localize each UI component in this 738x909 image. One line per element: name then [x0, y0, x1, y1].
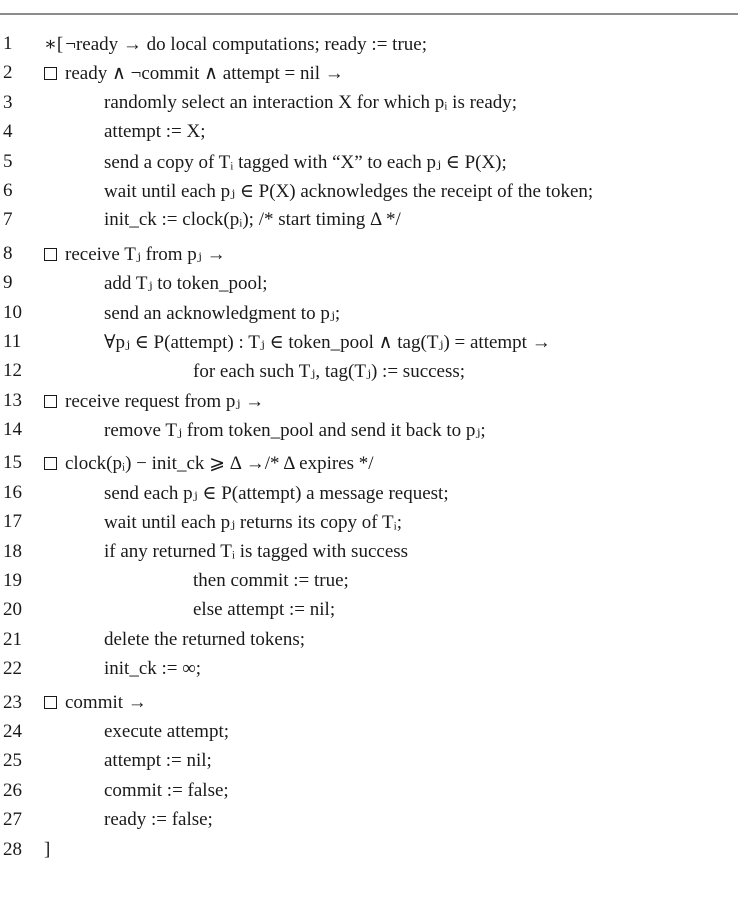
algorithm-line: [0, 272, 738, 301]
algorithm-line: [0, 750, 738, 779]
line-number: 10: [3, 301, 22, 323]
line-text: init_ck := ∞;: [104, 658, 202, 680]
algorithm-line: [0, 599, 738, 628]
line-number: 12: [3, 360, 22, 382]
line-number: 19: [3, 570, 22, 592]
algorithm-line: [0, 62, 738, 91]
algorithm-line: [0, 419, 738, 448]
line-text: commit := false;: [104, 779, 229, 801]
line-code: [104, 302, 340, 325]
guard-box-icon: [44, 457, 57, 470]
line-code: [104, 629, 305, 651]
top-rule: [0, 13, 738, 15]
line-code: [104, 511, 402, 534]
line-code: [44, 692, 147, 714]
algorithm-line: [0, 839, 738, 868]
line-text: attempt := nil;: [104, 750, 212, 772]
line-code: [104, 272, 268, 295]
line-code: [44, 452, 374, 475]
line-text: attempt := X;: [104, 121, 206, 143]
algorithm-line: [0, 243, 738, 272]
algorithm-line: [0, 360, 738, 389]
line-text: clock(pᵢ) − init_ck ⩾ Δ →/* Δ expires */: [65, 453, 374, 475]
line-number: 13: [3, 389, 22, 411]
line-text: receive Tⱼ from pⱼ →: [65, 243, 226, 265]
line-number: 20: [3, 599, 22, 621]
line-text: ready ∧ ¬commit ∧ attempt = nil →: [65, 63, 344, 85]
algorithm-line: [0, 721, 738, 750]
line-code: [104, 780, 229, 802]
line-number: 14: [3, 419, 22, 441]
line-code: [104, 331, 551, 354]
line-code: [104, 419, 486, 442]
line-number: 22: [3, 658, 22, 680]
line-number: 17: [3, 511, 22, 533]
algorithm-listing: [0, 33, 738, 868]
line-number: 15: [3, 452, 22, 474]
guard-box-icon: [44, 248, 57, 261]
line-code: [104, 121, 205, 143]
line-code: [104, 482, 449, 505]
line-code: [104, 92, 517, 114]
line-number: 1: [3, 33, 13, 54]
line-code: [193, 599, 335, 621]
algorithm-line: [0, 209, 738, 238]
line-number: 4: [3, 121, 13, 143]
line-text: ¬ready → do local computations; ready := true;: [65, 34, 427, 55]
line-text: receive request from pⱼ →: [65, 390, 265, 412]
guard-box-icon: [44, 696, 57, 709]
line-number: 5: [3, 150, 13, 172]
line-text: wait until each pⱼ returns its copy of Tᵢ;: [104, 512, 402, 534]
algorithm-line: [0, 452, 738, 481]
line-number: 21: [3, 628, 22, 650]
line-code: [193, 360, 465, 383]
line-code: [44, 839, 50, 861]
algorithm-line: [0, 692, 738, 721]
algorithm-line: [0, 121, 738, 150]
line-text: ∀pⱼ ∈ P(attempt) : Tⱼ ∈ token_pool ∧ tag(Tⱼ) = attempt →: [104, 331, 551, 353]
line-code: [193, 570, 349, 592]
algorithm-line: [0, 331, 738, 360]
line-number: 26: [3, 779, 22, 801]
line-text: wait until each pⱼ ∈ P(X) acknowledges the receipt of the token;: [104, 180, 594, 202]
guard-box-icon: [44, 67, 57, 80]
line-text: delete the returned tokens;: [104, 628, 306, 650]
line-code: [104, 809, 213, 831]
line-number: 18: [3, 540, 22, 562]
line-code: [44, 390, 264, 413]
line-code: [44, 62, 344, 85]
algorithm-line: [0, 390, 738, 419]
line-text: add Tⱼ to token_pool;: [104, 273, 268, 295]
algorithm-line: [0, 511, 738, 540]
algorithm-line: [0, 658, 738, 687]
repetition-prefix: ∗[: [44, 34, 64, 55]
line-text: init_ck := clock(pᵢ); /* start timing Δ */: [104, 209, 401, 231]
algorithm-line: [0, 302, 738, 331]
guard-box-icon: [44, 395, 57, 408]
line-code: [104, 180, 593, 203]
line-code: [104, 750, 212, 772]
line-number: 25: [3, 750, 22, 772]
line-text: then commit := true;: [193, 570, 349, 592]
line-code: [44, 243, 226, 266]
line-text: ready := false;: [104, 809, 213, 831]
line-number: 6: [3, 179, 13, 201]
algorithm-line: [0, 570, 738, 599]
line-code: [44, 33, 427, 56]
line-text: randomly select an interaction X for which pᵢ is ready;: [104, 91, 518, 113]
line-number: 3: [3, 91, 13, 113]
algorithm-line: [0, 482, 738, 511]
line-number: 27: [3, 809, 22, 831]
line-number: 7: [3, 209, 13, 231]
line-text: for each such Tⱼ, tag(Tⱼ) := success;: [193, 361, 466, 383]
line-text: remove Tⱼ from token_pool and send it back to pⱼ;: [104, 420, 486, 442]
line-text: send each pⱼ ∈ P(attempt) a message request;: [104, 482, 449, 504]
line-code: [104, 151, 507, 174]
line-number: 16: [3, 481, 22, 503]
line-text: ]: [44, 838, 51, 860]
algorithm-line: [0, 629, 738, 658]
line-number: 11: [3, 330, 22, 352]
line-code: [104, 541, 408, 563]
line-code: [104, 658, 201, 680]
algorithm-line: [0, 151, 738, 180]
line-text: execute attempt;: [104, 720, 230, 742]
line-text: else attempt := nil;: [193, 599, 336, 621]
line-number: 8: [3, 242, 13, 264]
line-text: if any returned Tᵢ is tagged with success: [104, 540, 409, 562]
line-number: 28: [3, 838, 22, 860]
line-number: 23: [3, 691, 22, 713]
line-number: 2: [3, 62, 13, 84]
line-number: 24: [3, 720, 22, 742]
line-text: commit →: [65, 691, 147, 713]
line-number: 9: [3, 272, 13, 294]
algorithm-line: [0, 541, 738, 570]
line-code: [104, 209, 401, 231]
algorithm-line: [0, 780, 738, 809]
algorithm-line: [0, 809, 738, 838]
algorithm-line: [0, 33, 738, 62]
algorithm-line: [0, 92, 738, 121]
line-text: send a copy of Tᵢ tagged with “X” to each pⱼ ∈ P(X);: [104, 151, 507, 173]
algorithm-line: [0, 180, 738, 209]
line-code: [104, 721, 229, 743]
line-text: send an acknowledgment to pⱼ;: [104, 302, 341, 324]
